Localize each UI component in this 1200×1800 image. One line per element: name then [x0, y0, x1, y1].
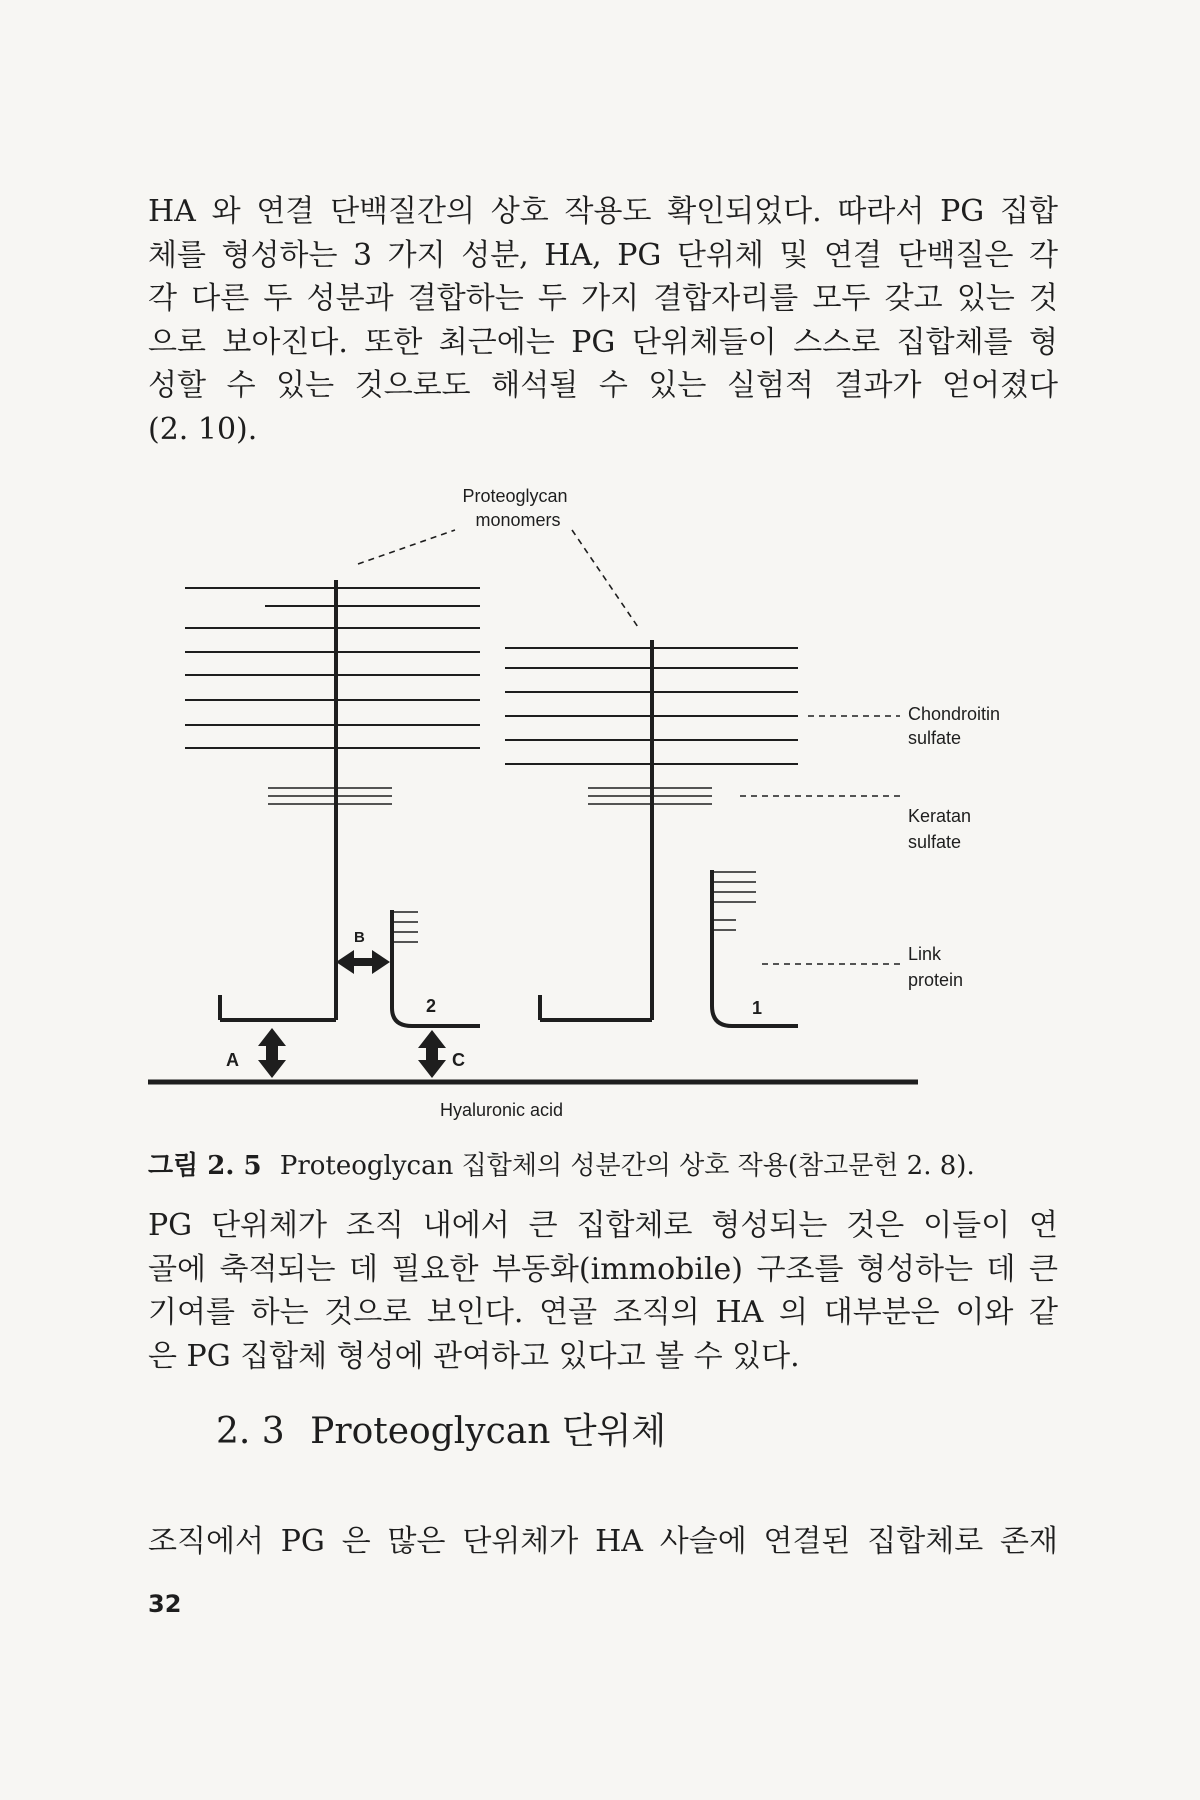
figure-number: 그림 2. 5: [148, 1151, 262, 1181]
paragraph-1: [148, 190, 1058, 451]
label-hyaluronic-acid: Hyaluronic acid: [440, 1100, 564, 1120]
text-line: 기여를 하는 것으로 보인다. 연골 조직의 HA 의 대부분은 이와 같: [148, 1295, 1058, 1330]
text-line: PG 단위체가 조직 내에서 큰 집합체로 형성되는 것은 이들이 연: [148, 1208, 1058, 1243]
text-line: 조직에서 PG 은 많은 단위체가 HA 사슬에 연결된 집합체로 존재: [148, 1524, 1058, 1559]
label-chondroitin: Chondroitin: [908, 704, 1001, 724]
paragraph-2: [148, 1204, 1058, 1378]
label-link: Link: [908, 944, 942, 964]
section-title: Proteoglycan 단위체: [310, 1411, 667, 1452]
label-2: 2: [426, 996, 437, 1016]
figure-caption: [148, 1148, 1058, 1184]
text-line: 은 PG 집합체 형성에 관여하고 있다고 볼 수 있다.: [148, 1338, 800, 1374]
label-proteoglycan: Proteoglycan: [462, 486, 568, 506]
text-line: 성할 수 있는 것으로도 해석될 수 있는 실험적 결과가 얻어졌다: [148, 368, 1058, 403]
section-heading: [216, 1410, 666, 1454]
page-number: 32: [148, 1590, 182, 1618]
text-line: 으로 보아진다. 또한 최근에는 PG 단위체들이 스스로 집합체를 형: [148, 324, 1058, 360]
proteoglycan-aggregate-figure: [0, 470, 1200, 1130]
text-line: HA 와 연결 단백질간의 상호 작용도 확인되었다. 따라서 PG 집합: [148, 194, 1058, 229]
label-keratan-sulfate: sulfate: [908, 832, 962, 852]
label-chondroitin-sulfate: sulfate: [908, 728, 962, 748]
label-c: C: [452, 1050, 465, 1070]
text-line: 각 다른 두 성분과 결합하는 두 가지 결합자리를 모두 갖고 있는 것: [148, 281, 1058, 316]
label-1: 1: [752, 998, 763, 1018]
text-line: (2. 10).: [148, 411, 258, 447]
section-number: 2. 3: [216, 1411, 285, 1452]
paragraph-3: [148, 1520, 1058, 1564]
label-b: B: [354, 929, 365, 946]
text-line: 체를 형성하는 3 가지 성분, HA, PG 단위체 및 연결 단백질은 각: [148, 237, 1058, 273]
label-a: A: [226, 1050, 239, 1070]
label-monomers: monomers: [475, 510, 561, 530]
label-link-protein: protein: [908, 970, 964, 990]
figure-caption-text: Proteoglycan 집합체의 성분간의 상호 작용(참고문헌 2. 8).: [279, 1151, 975, 1181]
text-line: 골에 축적되는 데 필요한 부동화(immobile) 구조를 형성하는 데 큰: [148, 1251, 1058, 1287]
label-keratan: Keratan: [908, 806, 972, 826]
